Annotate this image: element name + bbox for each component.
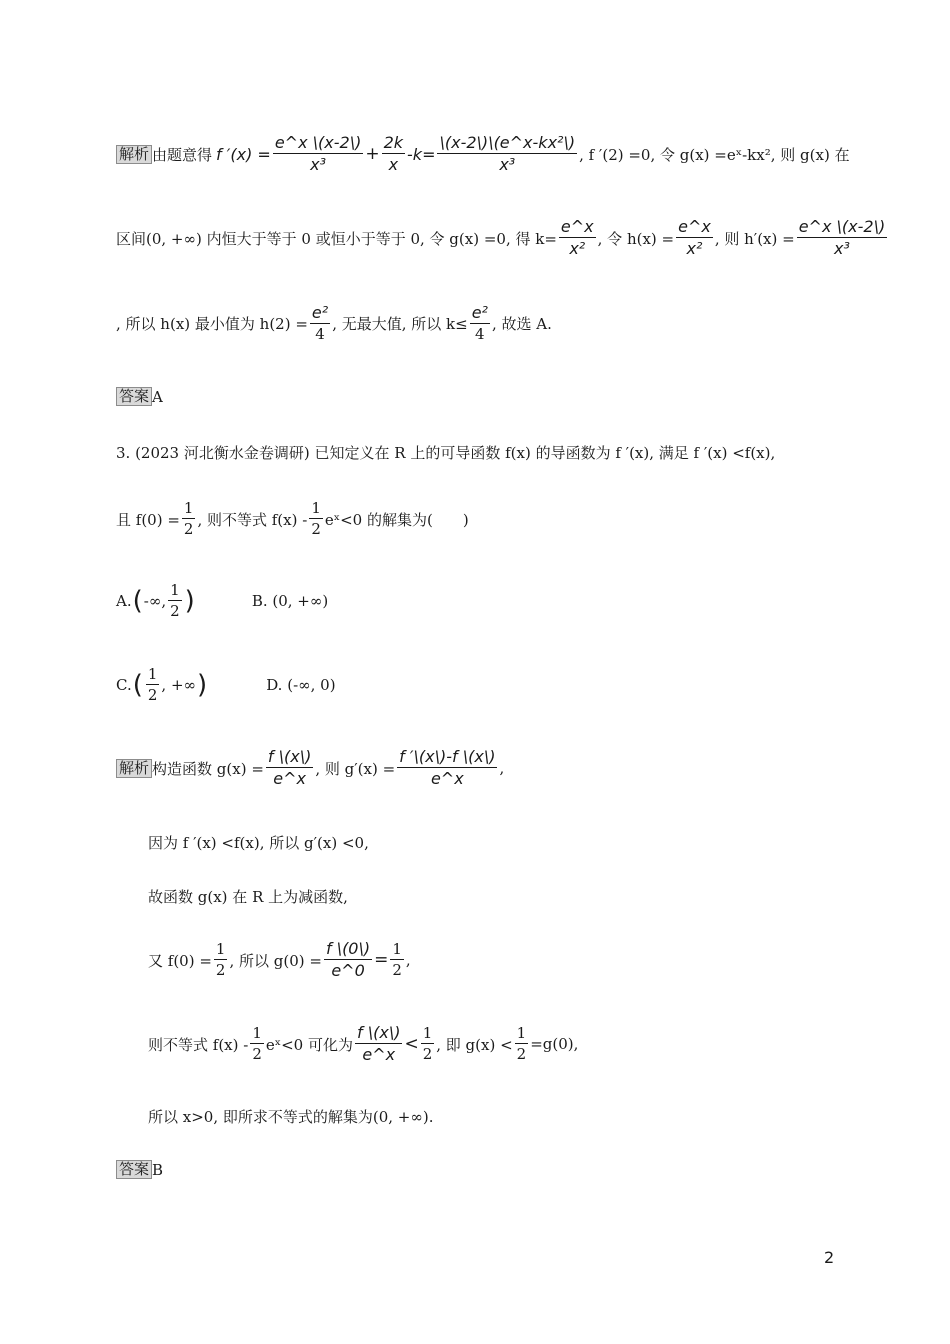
denominator: e^x	[430, 769, 464, 789]
right-paren: )	[197, 670, 208, 701]
text: 构造函数 g(x) =	[152, 759, 264, 778]
numerator: 1	[250, 1025, 264, 1044]
fraction	[250, 1025, 264, 1064]
numerator: e^x \(x-2\)	[797, 218, 888, 238]
option-d: D. (-∞, 0)	[266, 676, 336, 695]
fraction	[273, 134, 364, 175]
denominator: 2	[170, 602, 180, 621]
analysis-tag: 解析	[116, 145, 152, 164]
fraction	[324, 940, 372, 981]
denominator: 2	[516, 1045, 527, 1064]
left-paren: (	[132, 586, 143, 617]
right-paren: )	[184, 586, 195, 617]
fraction	[309, 500, 323, 539]
numerator: e^x \(x-2\)	[273, 134, 364, 154]
math-text: -k=	[407, 144, 436, 164]
q3-analysis-line-4	[148, 940, 411, 981]
fraction	[470, 304, 490, 344]
text: 由题意得	[152, 145, 213, 164]
denominator: 2	[215, 961, 226, 980]
numerator: f ′\(x\)-f \(x\)	[397, 748, 497, 768]
text: 区间(0, +∞) 内恒大于等于 0 或恒小于等于 0, 令 g(x) =0, 得 k=	[116, 229, 557, 248]
q3-analysis-line-5	[148, 1024, 578, 1065]
text: , 故选 A.	[491, 315, 552, 334]
text: 所以 x>0, 即所求不等式的解集为(0, +∞).	[148, 1108, 434, 1126]
text: , 无最大值, 所以 k≤	[332, 315, 468, 334]
q3-analysis-line-1	[116, 748, 504, 789]
fraction	[355, 1024, 402, 1065]
option-a-label: A.	[116, 592, 132, 611]
denominator: e^x	[273, 769, 306, 789]
denominator: 2	[422, 1045, 433, 1064]
denominator: 2	[147, 686, 158, 705]
text: , 所以 h(x) 最小值为 h(2) =	[116, 315, 308, 334]
numerator: \(x-2\)\(e^x-kx²\)	[437, 134, 577, 154]
text: eˣ<0 可化为	[265, 1035, 353, 1054]
numerator: e^x	[676, 218, 713, 238]
page-number: 2	[824, 1248, 835, 1267]
q3-stem-line-2	[116, 500, 469, 539]
text: eˣ<0 的解集为( )	[324, 510, 469, 529]
fraction	[266, 748, 313, 789]
answer-tag: 答案	[116, 387, 152, 406]
q2-analysis-line-2	[116, 218, 889, 259]
text: , 则 h′(x) =	[714, 229, 795, 248]
answer-value: B	[152, 1160, 164, 1179]
left-paren: (	[132, 670, 143, 701]
text: , 即 g(x) <	[436, 1035, 513, 1054]
denominator: e^0	[331, 961, 365, 981]
q3-options-row-2	[116, 666, 336, 705]
numerator: e^x	[559, 218, 596, 238]
numerator: 1	[421, 1025, 435, 1044]
answer-value: A	[152, 387, 163, 406]
option-c-label: C.	[116, 676, 132, 695]
fraction	[382, 134, 405, 175]
numerator: 1	[182, 500, 196, 519]
option-b: B. (0, +∞)	[251, 592, 329, 611]
numerator: e²	[310, 304, 330, 324]
plus-sign: +	[365, 144, 380, 165]
fraction	[437, 134, 577, 175]
denominator: 4	[475, 325, 485, 344]
text: 又 f(0) =	[148, 951, 212, 970]
text: 且 f(0) =	[116, 510, 180, 529]
q3-options-row-1	[116, 582, 328, 621]
equals-sign: =	[374, 950, 389, 971]
numerator: 1	[214, 941, 228, 960]
text: 则不等式 f(x) -	[148, 1035, 249, 1054]
fraction	[214, 941, 228, 980]
denominator: x²	[686, 239, 703, 259]
q3-analysis-line-6	[148, 1106, 434, 1127]
numerator: 1	[390, 941, 404, 960]
denominator: 2	[392, 961, 402, 980]
fraction	[559, 218, 596, 259]
numerator: 1	[168, 582, 182, 601]
denominator: x³	[499, 155, 516, 175]
numerator: 1	[146, 666, 160, 685]
fraction	[421, 1025, 435, 1064]
text: , 令 h(x) =	[597, 229, 675, 248]
denominator: e^x	[362, 1045, 396, 1065]
fraction	[515, 1025, 529, 1064]
text: , 则不等式 f(x) -	[197, 510, 308, 529]
fraction	[310, 304, 330, 344]
denominator: 2	[183, 520, 194, 539]
numerator: f \(x\)	[266, 748, 313, 768]
denominator: x³	[834, 239, 850, 259]
answer-tag: 答案	[116, 1160, 152, 1179]
denominator: 2	[252, 1045, 262, 1064]
q3-stem-line-1	[116, 442, 775, 463]
text: =g(0),	[530, 1035, 579, 1054]
denominator: 2	[311, 520, 321, 539]
q2-analysis-line-1	[116, 134, 850, 175]
text: ,	[499, 759, 505, 778]
fraction	[390, 941, 404, 980]
q3-analysis-line-2	[148, 832, 369, 853]
text: , 所以 g(0) =	[229, 951, 322, 970]
q2-analysis-line-3	[116, 304, 552, 344]
text: 故函数 g(x) 在 R 上为减函数,	[148, 888, 348, 906]
fraction	[397, 748, 497, 789]
denominator: 4	[315, 325, 325, 344]
option-a-text: -∞,	[143, 592, 167, 611]
text: , f ′(2) =0, 令 g(x) =eˣ-kx², 则 g(x) 在	[579, 145, 850, 164]
numerator: 2k	[382, 134, 405, 154]
analysis-tag: 解析	[116, 759, 152, 778]
numerator: 1	[515, 1025, 529, 1044]
text: 因为 f ′(x) <f(x), 所以 g′(x) <0,	[148, 834, 369, 852]
denominator: x	[388, 155, 399, 175]
numerator: f \(x\)	[355, 1024, 402, 1044]
math-text: f ′(x) =	[216, 144, 271, 164]
question-stem: 3. (2023 河北衡水金卷调研) 已知定义在 R 上的可导函数 f(x) 的导函数为 f ′(x), 满足 f ′(x) <f(x),	[116, 444, 776, 462]
less-than-sign: <	[404, 1034, 419, 1055]
denominator: x³	[310, 155, 327, 175]
q2-answer-line	[116, 387, 163, 406]
option-c-text: , +∞	[161, 676, 197, 695]
fraction	[146, 666, 160, 705]
text: , 则 g′(x) =	[315, 759, 396, 778]
fraction	[797, 218, 888, 259]
fraction	[182, 500, 196, 539]
q3-analysis-line-3	[148, 886, 348, 907]
numerator: 1	[309, 500, 323, 519]
q3-answer-line	[116, 1160, 163, 1179]
numerator: f \(0\)	[324, 940, 372, 960]
fraction	[676, 218, 713, 259]
numerator: e²	[470, 304, 490, 324]
text: ,	[405, 951, 411, 970]
denominator: x²	[569, 239, 586, 259]
fraction	[168, 582, 182, 621]
